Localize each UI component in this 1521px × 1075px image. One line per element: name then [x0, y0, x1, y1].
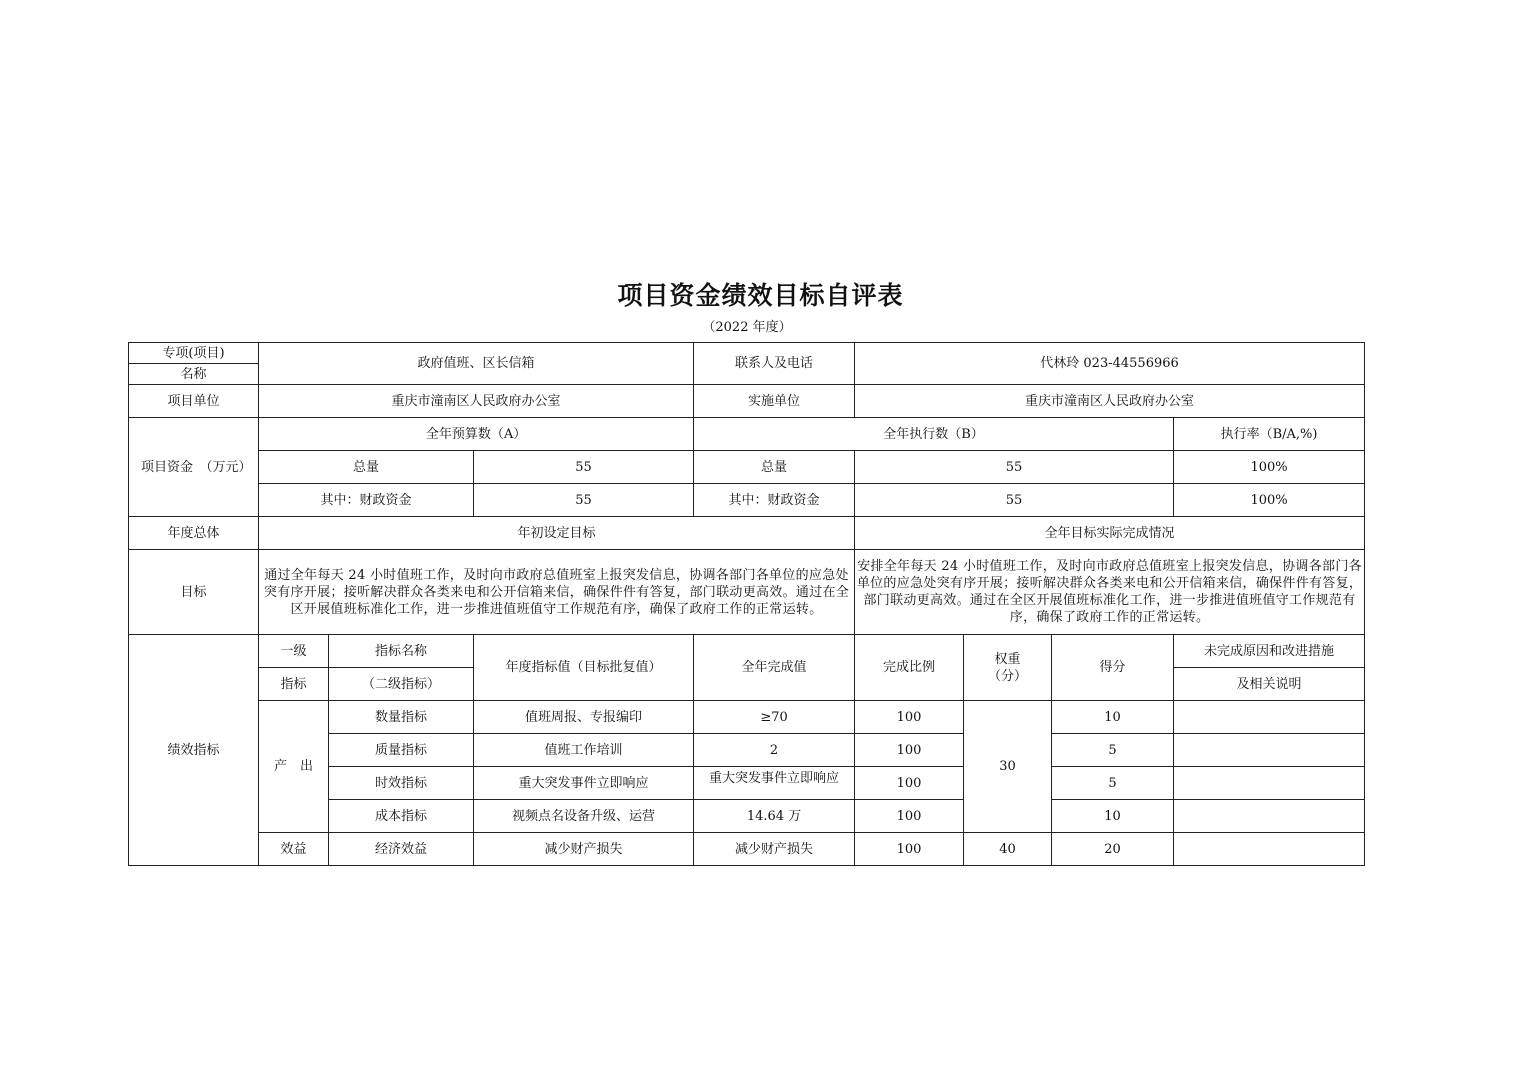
initial-goal-text: 通过全年每天 24 小时值班工作，及时向市政府总值班室上报突发信息，协调各部门各单位的应急处突有序开展；接听解决群众各类来电和公开信箱来信，确保件件有答复，部门联动更高效。通过在全区开展值班标准化工作，进一步推进值班值守工作规范有序，确保了政府工作的正常运转。	[259, 550, 855, 635]
goals-label-top: 年度总体	[129, 517, 259, 550]
funds-fiscal-exec-label: 其中：财政资金	[694, 484, 855, 517]
indicator-target: 值班周报、专报编印	[474, 701, 694, 734]
indicator-actual: 2	[694, 734, 855, 767]
benefit-group-label: 效益	[259, 833, 329, 866]
weight-header	[964, 635, 1052, 701]
indicators-label: 绩效指标	[129, 635, 259, 866]
contact-label: 联系人及电话	[694, 343, 855, 385]
table-row	[129, 833, 1365, 866]
reason-header-top: 未完成原因和改进措施	[1174, 635, 1365, 668]
actual-goal-text: 安排全年每天 24 小时值班工作，及时向市政府总值班室上报突发信息，协调各部门各单位的应急处突有序开展；接听解决群众各类来电和公开信箱来信，确保件件有答复，部门联动更高效。通过在全区开展值班标准化工作，进一步推进值班值守工作规范有序，确保了政府工作的正常运转。	[855, 550, 1365, 635]
indicator-name: 时效指标	[329, 767, 474, 800]
funds-total-row	[129, 451, 1365, 484]
indicator-score: 10	[1052, 701, 1174, 734]
budget-header: 全年预算数（A）	[259, 418, 694, 451]
goals-text-row	[129, 550, 1365, 635]
funds-fiscal-label: 其中：财政资金	[259, 484, 474, 517]
indicator-target: 减少财产损失	[474, 833, 694, 866]
target-header: 年度指标值（目标批复值）	[474, 635, 694, 701]
weight-header-bottom: （分）	[988, 668, 1028, 684]
indicator-reason	[1174, 701, 1365, 734]
indicator-name: 数量指标	[329, 701, 474, 734]
funds-fiscal-budget: 55	[474, 484, 694, 517]
funds-total-rate: 100%	[1174, 451, 1365, 484]
output-weight: 30	[964, 701, 1052, 833]
page-subtitle: （2022 年度）	[702, 320, 792, 335]
funds-total-exec: 55	[855, 451, 1174, 484]
indicator-actual-text: 重大突发事件立即响应	[709, 770, 840, 786]
funds-fiscal-row	[129, 484, 1365, 517]
page-title: 项目资金绩效目标自评表	[617, 281, 904, 310]
indicator-ratio: 100	[855, 767, 964, 800]
funds-header-row	[129, 418, 1365, 451]
rate-header: 执行率（B/A,%)	[1174, 418, 1365, 451]
funds-fiscal-exec: 55	[855, 484, 1174, 517]
goals-header-row	[129, 517, 1365, 550]
impl-unit-value: 重庆市潼南区人民政府办公室	[855, 385, 1365, 418]
impl-unit-label: 实施单位	[694, 385, 855, 418]
project-unit-label: 项目单位	[129, 385, 259, 418]
indicator-actual: 14.64 万	[694, 800, 855, 833]
contact-value: 代林玲 023-44556966	[855, 343, 1365, 385]
funds-fiscal-rate: 100%	[1174, 484, 1365, 517]
indicator-actual	[694, 767, 855, 800]
indicator-name: 质量指标	[329, 734, 474, 767]
indicator-score: 10	[1052, 800, 1174, 833]
level1-header-top: 一级	[259, 635, 329, 668]
indicator-target: 值班工作培训	[474, 734, 694, 767]
funds-total-exec-label: 总量	[694, 451, 855, 484]
actual-goal-header: 全年目标实际完成情况	[855, 517, 1365, 550]
project-name-row	[129, 343, 1365, 364]
indicator-actual: 减少财产损失	[694, 833, 855, 866]
indicator-target: 重大突发事件立即响应	[474, 767, 694, 800]
project-name-label-line1: 专项(项目)	[129, 343, 259, 364]
indicator-ratio: 100	[855, 833, 964, 866]
indicator-name: 成本指标	[329, 800, 474, 833]
indicator-score: 20	[1052, 833, 1174, 866]
indicator-reason	[1174, 767, 1365, 800]
indicator-header-row	[129, 635, 1365, 668]
indicator-reason	[1174, 800, 1365, 833]
indicator-reason	[1174, 833, 1365, 866]
exec-header: 全年执行数（B）	[694, 418, 1174, 451]
indicator-name: 经济效益	[329, 833, 474, 866]
initial-goal-header: 年初设定目标	[259, 517, 855, 550]
project-name-label-line2: 名称	[129, 364, 259, 385]
project-name-value: 政府值班、区长信箱	[259, 343, 694, 385]
score-header: 得分	[1052, 635, 1174, 701]
funds-total-label: 总量	[259, 451, 474, 484]
goals-label-bottom: 目标	[129, 550, 259, 635]
reason-header-bottom: 及相关说明	[1174, 668, 1365, 701]
indicator-score: 5	[1052, 767, 1174, 800]
benefit-weight: 40	[964, 833, 1052, 866]
indicator-ratio: 100	[855, 701, 964, 734]
indicator-reason	[1174, 734, 1365, 767]
weight-header-top: 权重	[994, 651, 1021, 667]
indicator-actual: ≥70	[694, 701, 855, 734]
funds-label: 项目资金 （万元）	[129, 418, 259, 517]
indicator-score: 5	[1052, 734, 1174, 767]
name-header-bottom: （二级指标）	[329, 668, 474, 701]
level1-header-bottom: 指标	[259, 668, 329, 701]
self-evaluation-table	[128, 342, 1365, 866]
indicator-ratio: 100	[855, 734, 964, 767]
funds-total-budget: 55	[474, 451, 694, 484]
output-group-label: 产 出	[259, 701, 329, 833]
ratio-header: 完成比例	[855, 635, 964, 701]
name-header-top: 指标名称	[329, 635, 474, 668]
indicator-ratio: 100	[855, 800, 964, 833]
indicator-target: 视频点名设备升级、运营	[474, 800, 694, 833]
project-unit-value: 重庆市潼南区人民政府办公室	[259, 385, 694, 418]
unit-row	[129, 385, 1365, 418]
actual-header: 全年完成值	[694, 635, 855, 701]
table-row	[129, 701, 1365, 734]
